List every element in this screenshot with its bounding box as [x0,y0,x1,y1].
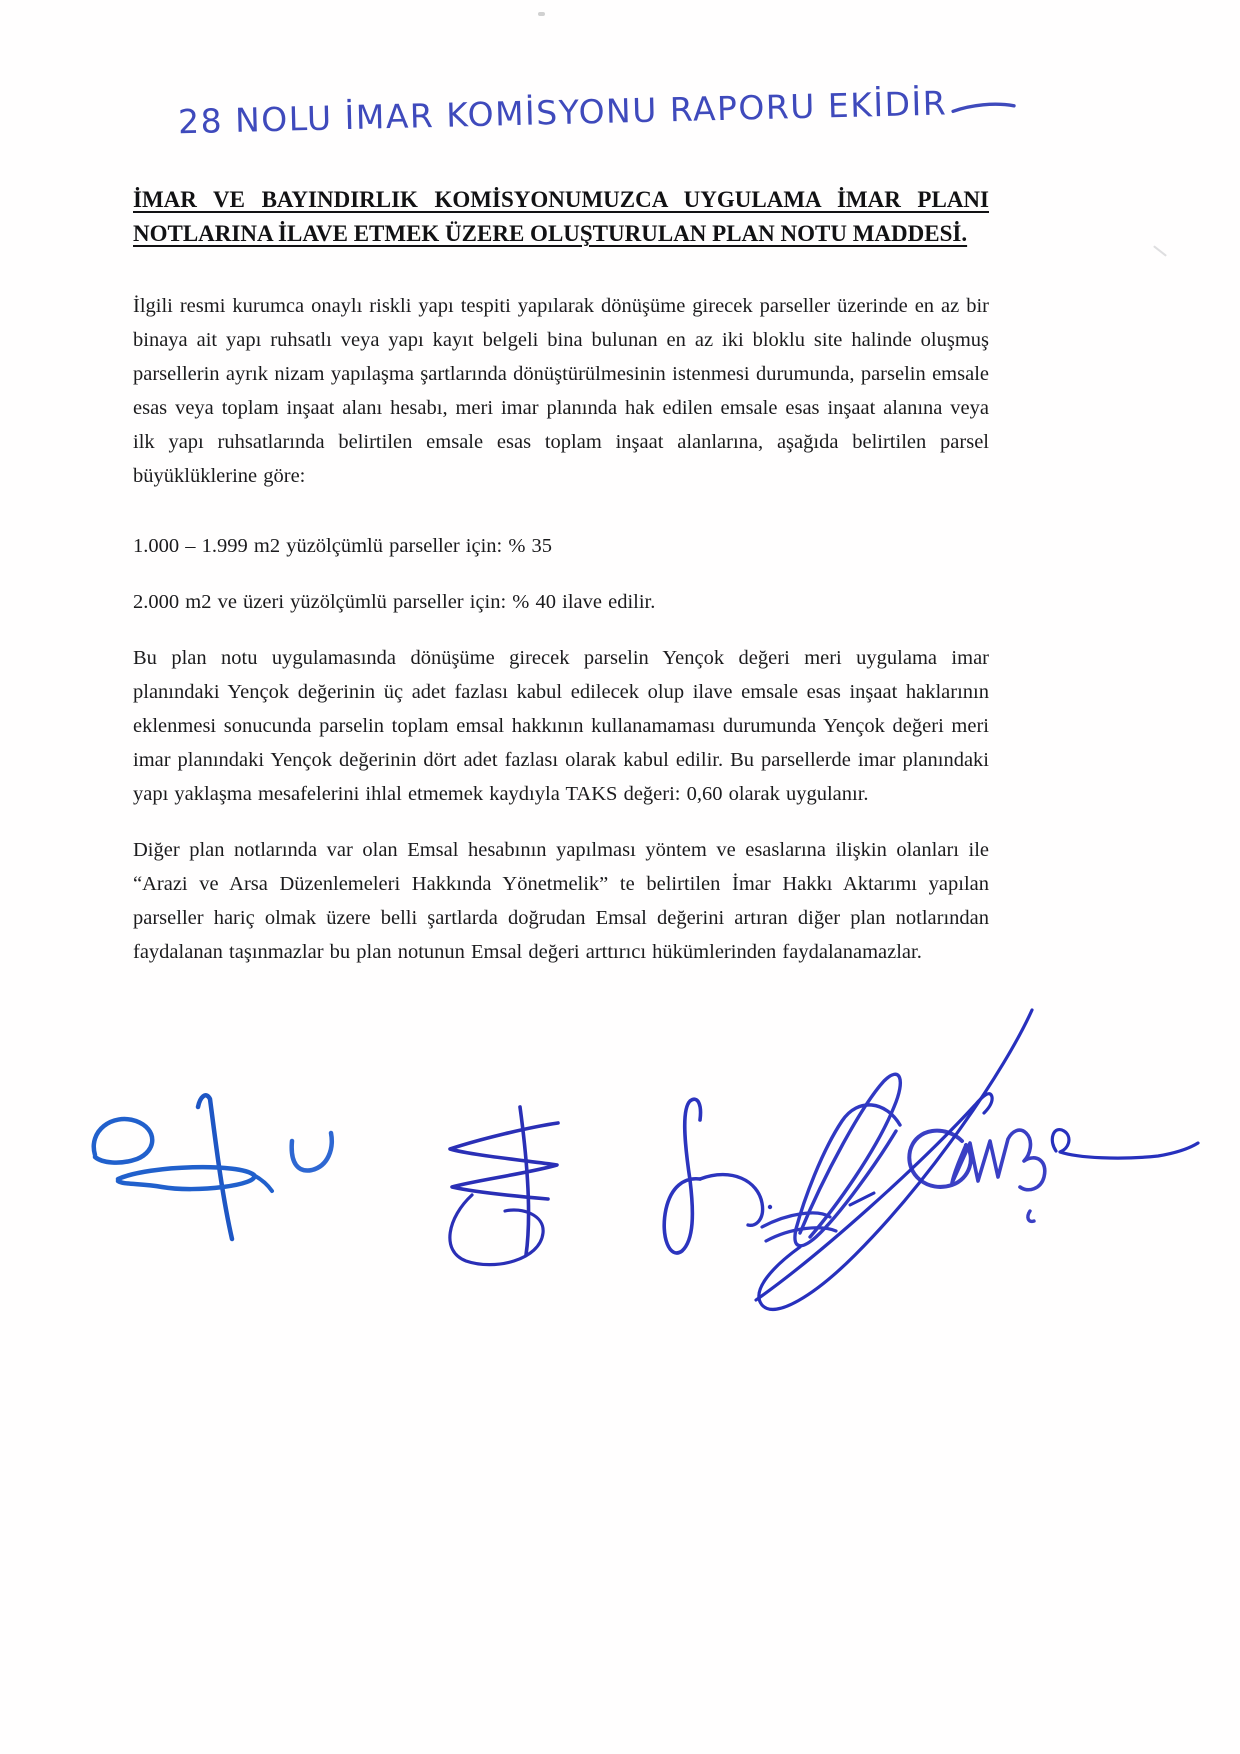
signature-3 [450,1107,558,1265]
document-body [133,0,989,969]
signatures-block [0,955,1240,1355]
paragraph-yencok-taks: Bu plan notu uygulamasında dönüşüme girecek parselin Yençok değeri meri uygulama imar planındaki Yençok değerinin üç adet fazlası kabul edilecek olup ilave emsale esas inşaat haklarının eklenmesi sonucunda parselin toplam emsal hakkının kullanamaması durumunda Yençok değeri meri imar planındaki Yençok değerinin dört adet fazlası olarak kabul edilir. Bu parsellerde imar planındaki yapı yaklaşma mesafelerini ihlal etmemek kaydıyla TAKS değeri: 0,60 olarak uygulanır. [133,647,989,805]
handwritten-note-text: 28 NOLU İMAR KOMİSYONU RAPORU EKİDİR [177,83,948,142]
signature-4 [664,1099,772,1253]
paragraph-emsal-hukumleri: Diğer plan notlarında var olan Emsal hesabının yapılması yöntem ve esaslarına ilişkin olanları ile “Arazi ve Arsa Düzenlemeleri Hakkında Yönetmelik” te belirtilen İmar Hakkı Aktarımı yapılan parseller hariç olmak üzere belli şartlarda doğrudan Emsal değerini artıran diğer plan notlarından faydalanan taşınmazlar bu plan notunun Emsal değeri arttırıcı hükümlerinden faydalanamazlar. [133,839,989,963]
signature-1 [94,1095,272,1239]
signature-5 [762,1074,900,1245]
paragraph-riskli-yapi: İlgili resmi kurumca onaylı riskli yapı tespiti yapılarak dönüşüme girecek parseller üzerinde en az bir binaya ait yapı ruhsatlı veya yapı kayıt belgeli bina bulunan en az iki bloklu site halinde oluşmuş parsellerin ayrık nizam yapılaşma şartlarında dönüştürülmesinin istenmesi durumunda, parselin emsale esas veya toplam inşaat alanı hesabı, meri imar planında hak edilen emsale esas inşaat alanına veya ilk yapı ruhsatlarında belirtilen emsale esas toplam inşaat alanlarına, aşağıda belirtilen parsel büyüklüklerine göre: [133,295,989,487]
title-line-1: İMAR VE BAYINDIRLIK KOMİSYONUMUZCA UYGULAMA İMAR PLANI [133,187,989,212]
parcel-rule-40: 2.000 m2 ve üzeri yüzölçümlü parseller için: % 40 ilave edilir. [133,591,656,613]
title-line-2: NOTLARINA İLAVE ETMEK ÜZERE OLUŞTURULAN PLAN NOTU MADDESİ. [133,221,968,246]
parcel-rule-35: 1.000 – 1.999 m2 yüzölçümlü parseller için: % 35 [133,535,553,557]
scan-artifact-mark [1153,245,1167,256]
signature-6 [909,1130,1044,1221]
document-title [133,183,989,251]
signature-2 [292,1133,332,1171]
